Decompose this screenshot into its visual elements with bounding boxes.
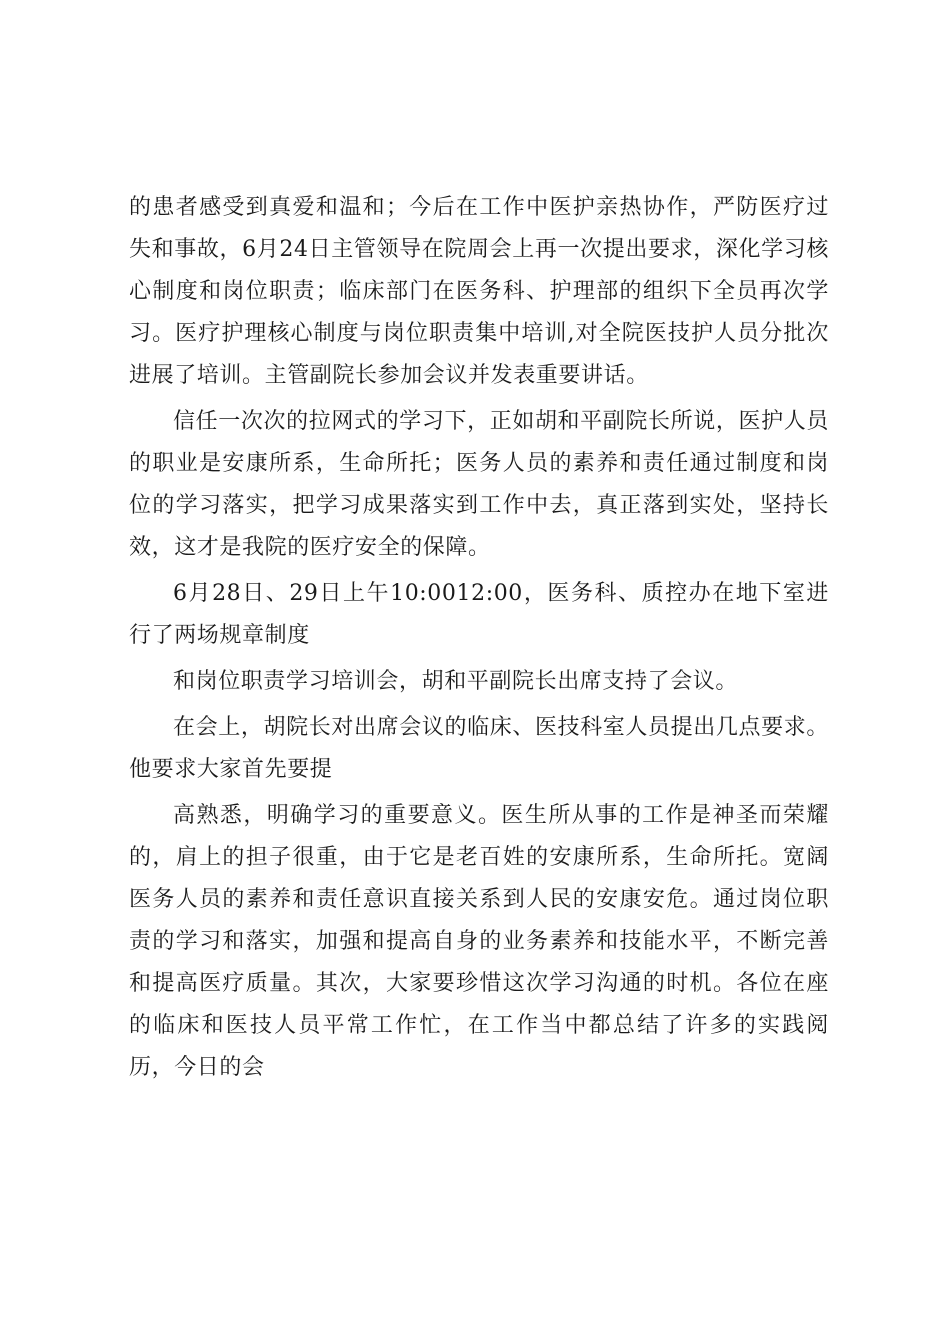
paragraph-5: 在会上，胡院长对出席会议的临床、医技科室人员提出几点要求。他要求大家首先要提 [129,715,829,782]
paragraph-6: 高熟悉，明确学习的重要意义。医生所从事的工作是神圣而荣耀的，肩上的担子很重，由于它是老百姓的安康所系，生命所托。宽阔医务人员的素养和责任意识直接关系到人民的安康安危。通过岗位职责的学习和落实，加强和提高自身的业务素养和技能水平，不断完善和提高医疗质量。其次，大家要珍惜这次学习沟通的时机。各位在座的临床和医技人员平常工作忙，在工作当中都总结了许多的实践阅历，今日的会 [129,803,829,1080]
paragraph-2: 信任一次次的拉网式的学习下，正如胡和平副院长所说，医护人员的职业是安康所系，生命所托；医务人员的素养和责任通过制度和岗位的学习落实，把学习成果落实到工作中去，真正落到实处，坚持长效，这才是我院的医疗安全的保障。 [129,409,829,560]
paragraph-4: 和岗位职责学习培训会，胡和平副院长出席支持了会议。 [173,669,739,694]
document-body [129,187,829,1093]
paragraph-1: 的患者感受到真爱和温和；今后在工作中医护亲热协作，严防医疗过失和事故，6月24日主管领导在院周会上再一次提出要求，深化学习核心制度和岗位职责；临床部门在医务科、护理部的组织下全员再次学习。医疗护理核心制度与岗位职责集中培训,对全院医技护人员分批次进展了培训。主管副院长参加会议并发表重要讲话。 [129,195,829,388]
paragraph-3: 6月28日、29日上午10:0012:00，医务科、质控办在地下室进行了两场规章制度 [129,581,829,648]
